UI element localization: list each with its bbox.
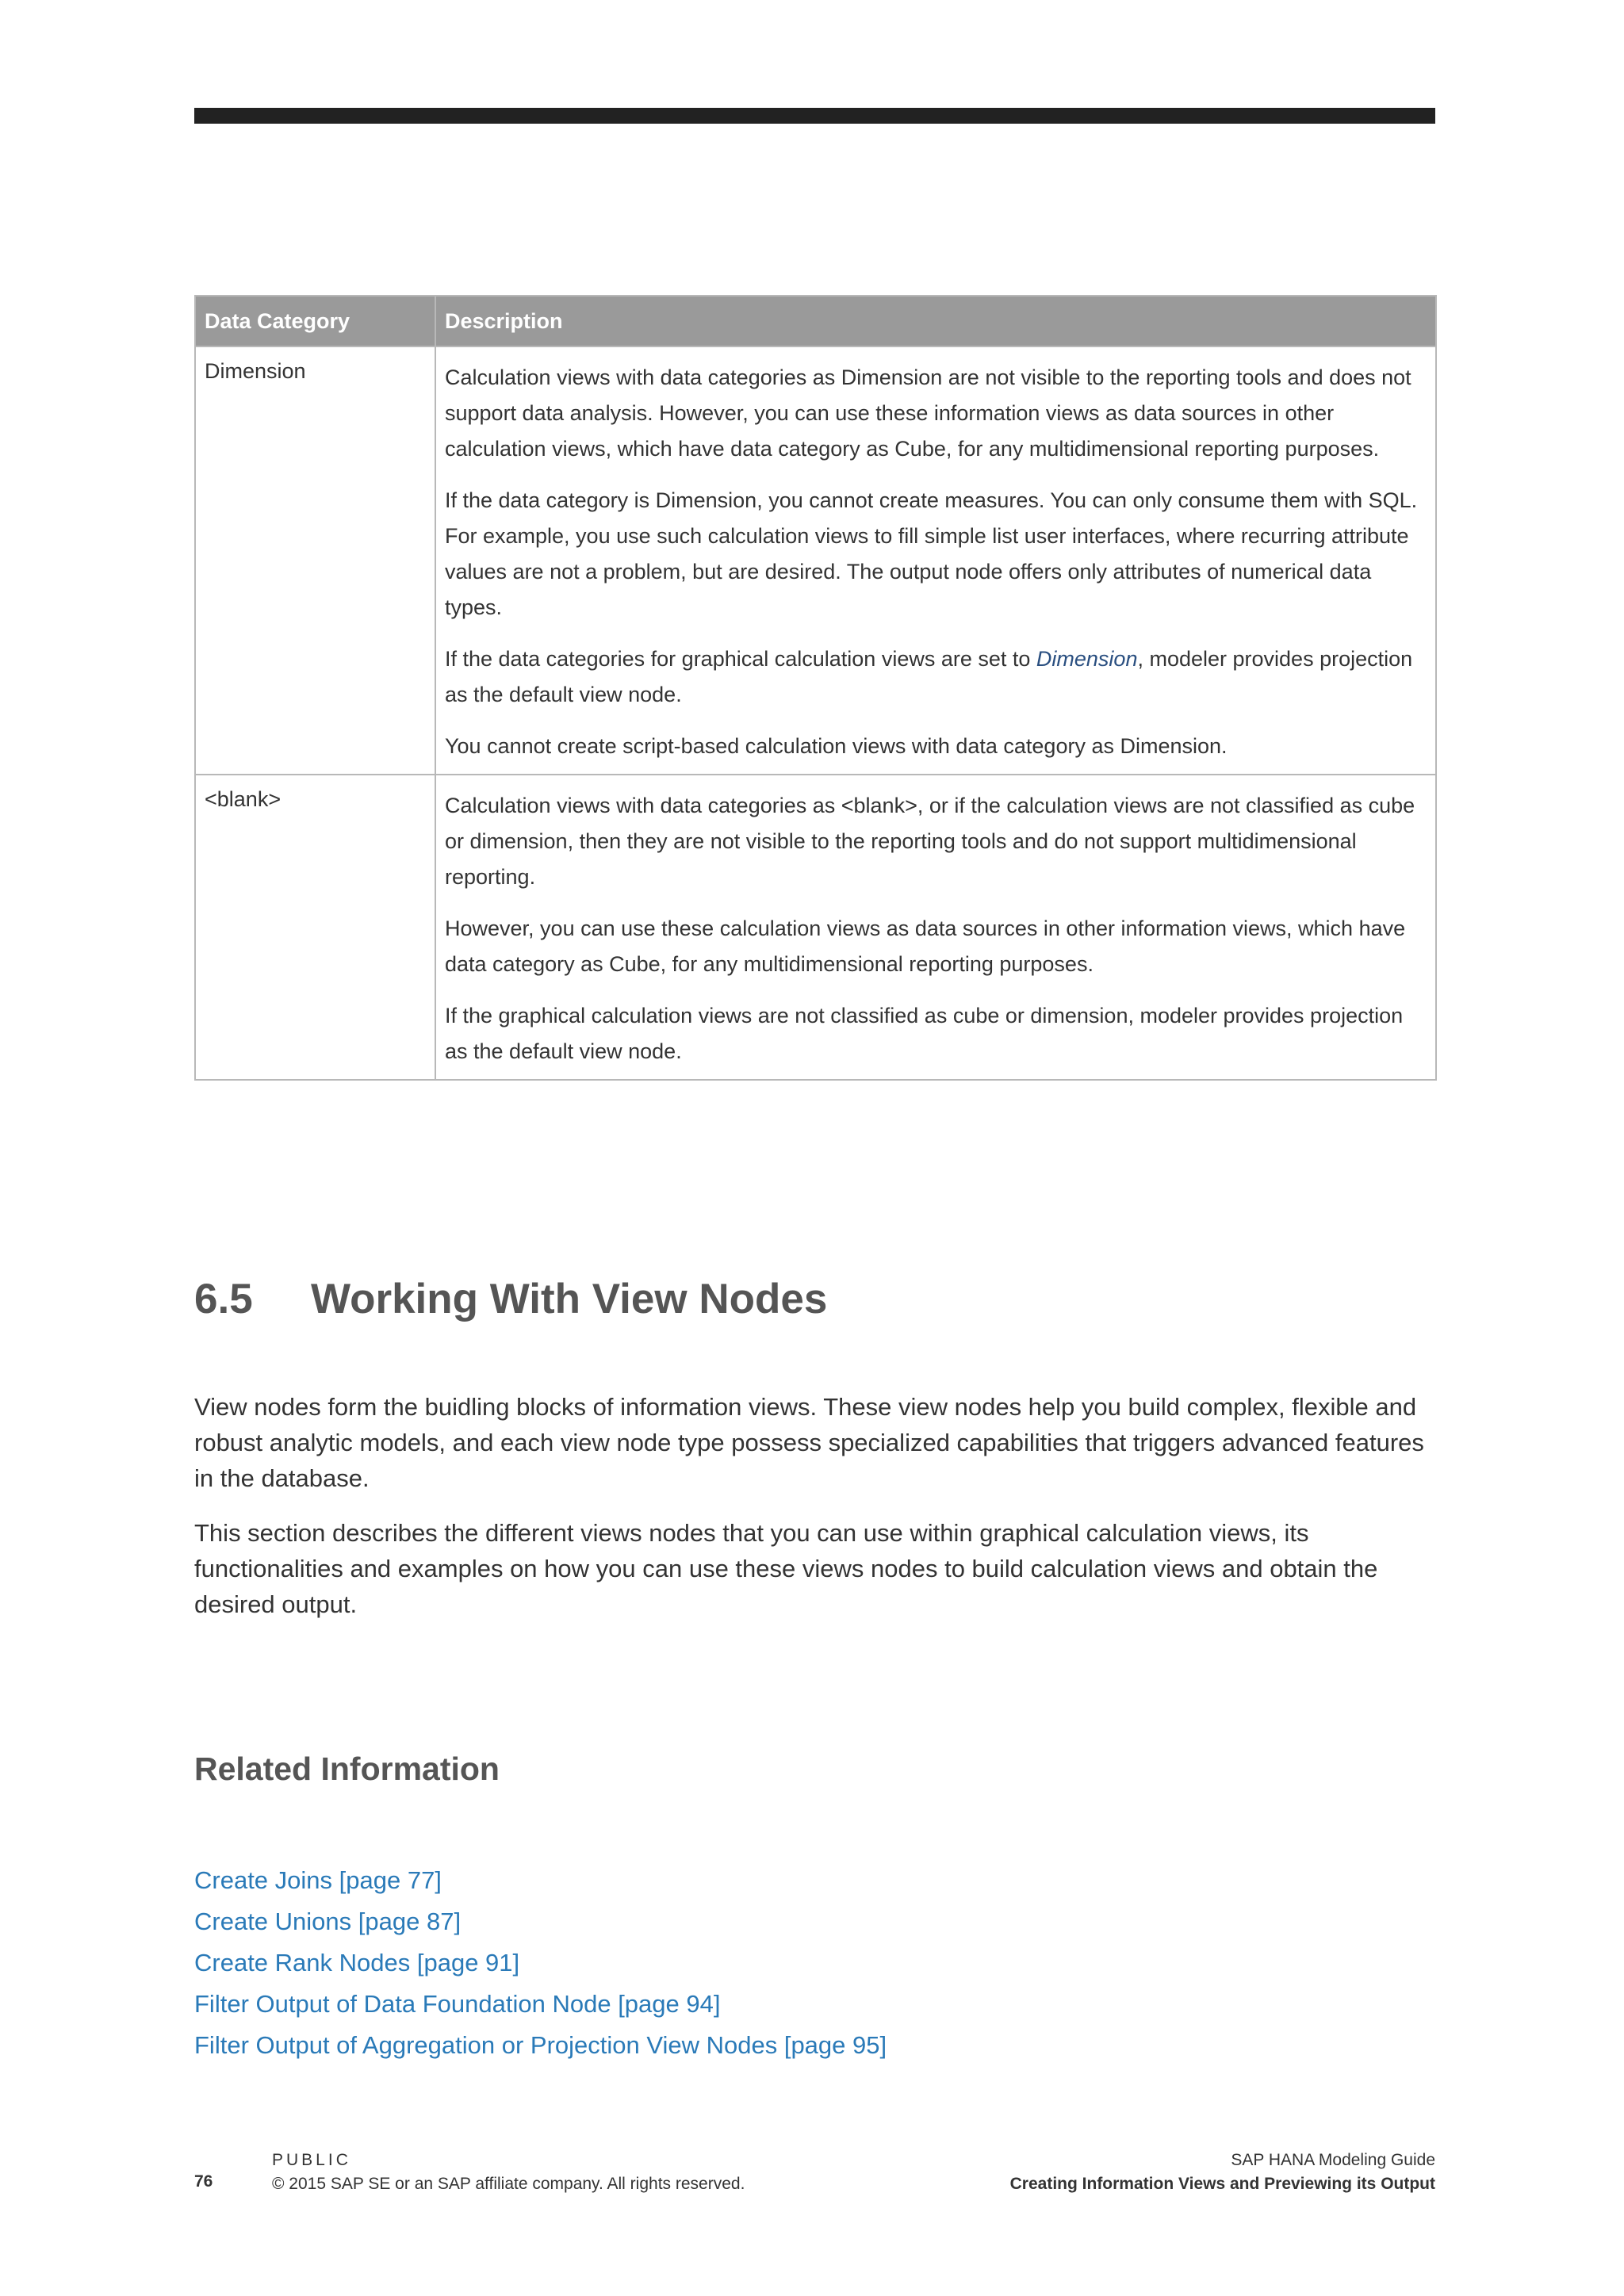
- section-number: 6.5: [194, 1276, 253, 1322]
- dimension-term: Dimension: [1036, 647, 1138, 671]
- description-paragraph: Calculation views with data categories as Dimension are not visible to the reporting tools and does not support data analysis. However, you can use these information views as data sources in other calculation views, which have data category as Cube, for any multidimensional reporting purposes.: [445, 365, 1411, 461]
- description-paragraph: Calculation views with data categories as <blank>, or if the calculation views are not classified as cube or dimension, then they are not visible to the reporting tools and do not support multidimensional reporting.: [445, 794, 1415, 889]
- related-link-filter-aggregation-projection[interactable]: Filter Output of Aggregation or Projection View Nodes [page 95]: [194, 2031, 887, 2059]
- top-rule: [194, 108, 1435, 124]
- description-cell: [435, 346, 1436, 775]
- guide-title: SAP HANA Modeling Guide: [1231, 2151, 1435, 2169]
- data-category-table: [194, 295, 1437, 1081]
- related-links-list: [194, 1860, 887, 2066]
- description-cell: [435, 775, 1436, 1080]
- body-paragraph: This section describes the different views nodes that you can use within graphical calculation views, its functionalities and examples on how you can use these views nodes to build calculation views and obtain the desired output.: [194, 1519, 1378, 1618]
- related-link-filter-data-foundation[interactable]: Filter Output of Data Foundation Node [page 94]: [194, 1990, 721, 2018]
- header-data-category: Data Category: [195, 296, 435, 346]
- description-paragraph: If the graphical calculation views are not classified as cube or dimension, modeler provides projection as the default view node.: [445, 1004, 1404, 1063]
- footer-right: [1010, 2149, 1435, 2196]
- footer-left: [272, 2149, 745, 2196]
- section-title: Working With View Nodes: [311, 1276, 828, 1322]
- page-number: 76: [194, 2172, 213, 2191]
- description-paragraph: If the data category is Dimension, you cannot create measures. You can only consume them with SQL. For example, you use such calculation views to fill simple list user interfaces, where recurring attribute values are not a problem, but are desired. The output node offers only attributes of numerical data types.: [445, 488, 1418, 619]
- text-segment: , modeler provides projection as the default view node.: [445, 647, 1413, 706]
- header-description: Description: [435, 296, 1436, 346]
- description-paragraph: However, you can use these calculation views as data sources in other information views, which have data category as Cube, for any multidimensional reporting purposes.: [445, 916, 1406, 976]
- related-link-create-unions[interactable]: Create Unions [page 87]: [194, 1908, 462, 1935]
- body-paragraph: View nodes form the buidling blocks of information views. These view nodes help you build complex, flexible and robust analytic models, and each view node type possess specialized capabilities that triggers advanced features in the database.: [194, 1393, 1424, 1492]
- table-row: [195, 346, 1436, 775]
- table-row: [195, 775, 1436, 1080]
- related-link-create-joins[interactable]: Create Joins [page 77]: [194, 1866, 442, 1894]
- table-header-row: [195, 296, 1436, 346]
- category-cell: Dimension: [195, 346, 435, 775]
- section-heading: [194, 1275, 827, 1323]
- category-cell: <blank>: [195, 775, 435, 1080]
- chapter-title: Creating Information Views and Previewing its Output: [1009, 2175, 1435, 2193]
- description-paragraph: You cannot create script-based calculation views with data category as Dimension.: [445, 734, 1228, 758]
- description-paragraph: [445, 641, 1427, 713]
- text-segment: If the data categories for graphical calculation views are set to: [445, 647, 1036, 671]
- related-information-heading: Related Information: [194, 1751, 500, 1787]
- copyright-text: © 2015 SAP SE or an SAP affiliate company. All rights reserved.: [272, 2175, 745, 2193]
- section-body: [194, 1389, 1435, 1641]
- classification-label: PUBLIC: [272, 2151, 351, 2169]
- related-link-create-rank-nodes[interactable]: Create Rank Nodes [page 91]: [194, 1949, 520, 1976]
